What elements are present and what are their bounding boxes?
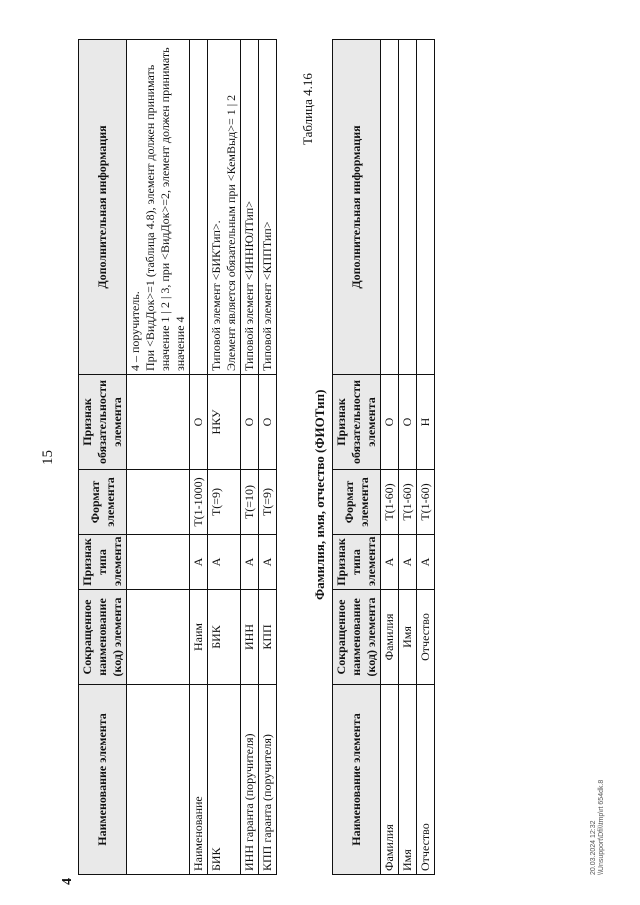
- stamp-line: \\Unsupport\Dfi\\tmp\rt 654dk.8: [598, 779, 606, 875]
- cell-code: БИК: [208, 590, 241, 685]
- page-number: 15: [40, 450, 56, 465]
- cell-required: [127, 375, 190, 470]
- table-row: [417, 40, 435, 875]
- info-line: Типовой элемент <ИННЮЛТип>: [242, 201, 256, 371]
- table-header-row: [333, 40, 381, 875]
- table-title: Фамилия, имя, отчество (ФИОТип): [312, 389, 327, 600]
- cell-info: [208, 40, 241, 375]
- cell-code: Фамилия: [381, 590, 399, 685]
- col-header-type: Признак типа элемента: [79, 535, 127, 590]
- info-line: Типовой элемент <КППТип>: [260, 221, 274, 371]
- cell-format: Т(1-60): [381, 470, 399, 535]
- cell-info: [399, 40, 417, 375]
- cell-type: [127, 535, 190, 590]
- cell-info: [381, 40, 399, 375]
- cell-format: Т(1-60): [417, 470, 435, 535]
- cell-code: Отчество: [417, 590, 435, 685]
- col-header-code: Сокращенное наименование (код) элемента: [79, 590, 127, 685]
- cell-name: Имя: [399, 685, 417, 875]
- cell-info: [127, 40, 190, 375]
- cell-name: ИНН гаранта (поручителя): [241, 685, 259, 875]
- cell-type: А: [381, 535, 399, 590]
- cell-info: [190, 40, 208, 375]
- cell-info: [259, 40, 277, 375]
- stamp-line: 20.03.2024 12:32: [590, 820, 597, 875]
- cell-type: А: [259, 535, 277, 590]
- info-line: Элемент является обязательным при <КемВыд>= 1 | 2: [224, 94, 238, 371]
- cell-name: [127, 685, 190, 875]
- col-header-name: Наименование элемента: [79, 685, 127, 875]
- cell-name: Фамилия: [381, 685, 399, 875]
- cell-type: А: [241, 535, 259, 590]
- cell-info: [241, 40, 259, 375]
- cell-required: Н: [417, 375, 435, 470]
- col-header-type: Признак типа элемента: [333, 535, 381, 590]
- table-row: [190, 40, 208, 875]
- print-stamp: [590, 780, 607, 875]
- cell-code: Имя: [399, 590, 417, 685]
- table-row: [208, 40, 241, 875]
- fio-table: [332, 39, 435, 875]
- table-row: [241, 40, 259, 875]
- table-row: [259, 40, 277, 875]
- col-header-info: Дополнительная информация: [79, 40, 127, 375]
- cell-required: О: [241, 375, 259, 470]
- col-header-required: Признак обязательности элемента: [333, 375, 381, 470]
- col-header-required: Признак обязательности элемента: [79, 375, 127, 470]
- info-line: При <ВидДок>=1 (таблица 4.8), элемент должен принимать значение 1 | 2 | 3, при <ВидДок>=2, элемент должен принимать значение 4: [143, 47, 187, 371]
- cell-code: [127, 590, 190, 685]
- col-header-info: Дополнительная информация: [333, 40, 381, 375]
- cell-format: [127, 470, 190, 535]
- cell-name: КПП гаранта (поручителя): [259, 685, 277, 875]
- cell-format: Т(1-1000): [190, 470, 208, 535]
- cell-code: Наим: [190, 590, 208, 685]
- info-line: 4 – поручитель.: [128, 291, 142, 371]
- cell-format: Т(1-60): [399, 470, 417, 535]
- cell-name: БИК: [208, 685, 241, 875]
- cell-type: А: [208, 535, 241, 590]
- cell-format: Т(=10): [241, 470, 259, 535]
- cell-type: А: [399, 535, 417, 590]
- cell-type: А: [417, 535, 435, 590]
- cell-code: ИНН: [241, 590, 259, 685]
- col-header-format: Формат элемента: [79, 470, 127, 535]
- cell-required: О: [190, 375, 208, 470]
- col-header-format: Формат элемента: [333, 470, 381, 535]
- table-row: [127, 40, 190, 875]
- cell-info: [417, 40, 435, 375]
- table-header-row: [79, 40, 127, 875]
- table-row: [399, 40, 417, 875]
- cell-required: О: [399, 375, 417, 470]
- cell-required: О: [381, 375, 399, 470]
- col-header-name: Наименование элемента: [333, 685, 381, 875]
- handwritten-mark: 4: [60, 878, 75, 885]
- cell-format: Т(=9): [259, 470, 277, 535]
- elements-table: [78, 39, 277, 875]
- table-row: [381, 40, 399, 875]
- cell-name: Отчество: [417, 685, 435, 875]
- cell-required: О: [259, 375, 277, 470]
- col-header-code: Сокращенное наименование (код) элемента: [333, 590, 381, 685]
- cell-format: Т(=9): [208, 470, 241, 535]
- cell-type: А: [190, 535, 208, 590]
- table-caption: Таблица 4.16: [300, 73, 315, 145]
- cell-name: Наименование: [190, 685, 208, 875]
- cell-code: КПП: [259, 590, 277, 685]
- cell-required: НКУ: [208, 375, 241, 470]
- info-line: Типовой элемент <БИКТип>.: [209, 220, 223, 371]
